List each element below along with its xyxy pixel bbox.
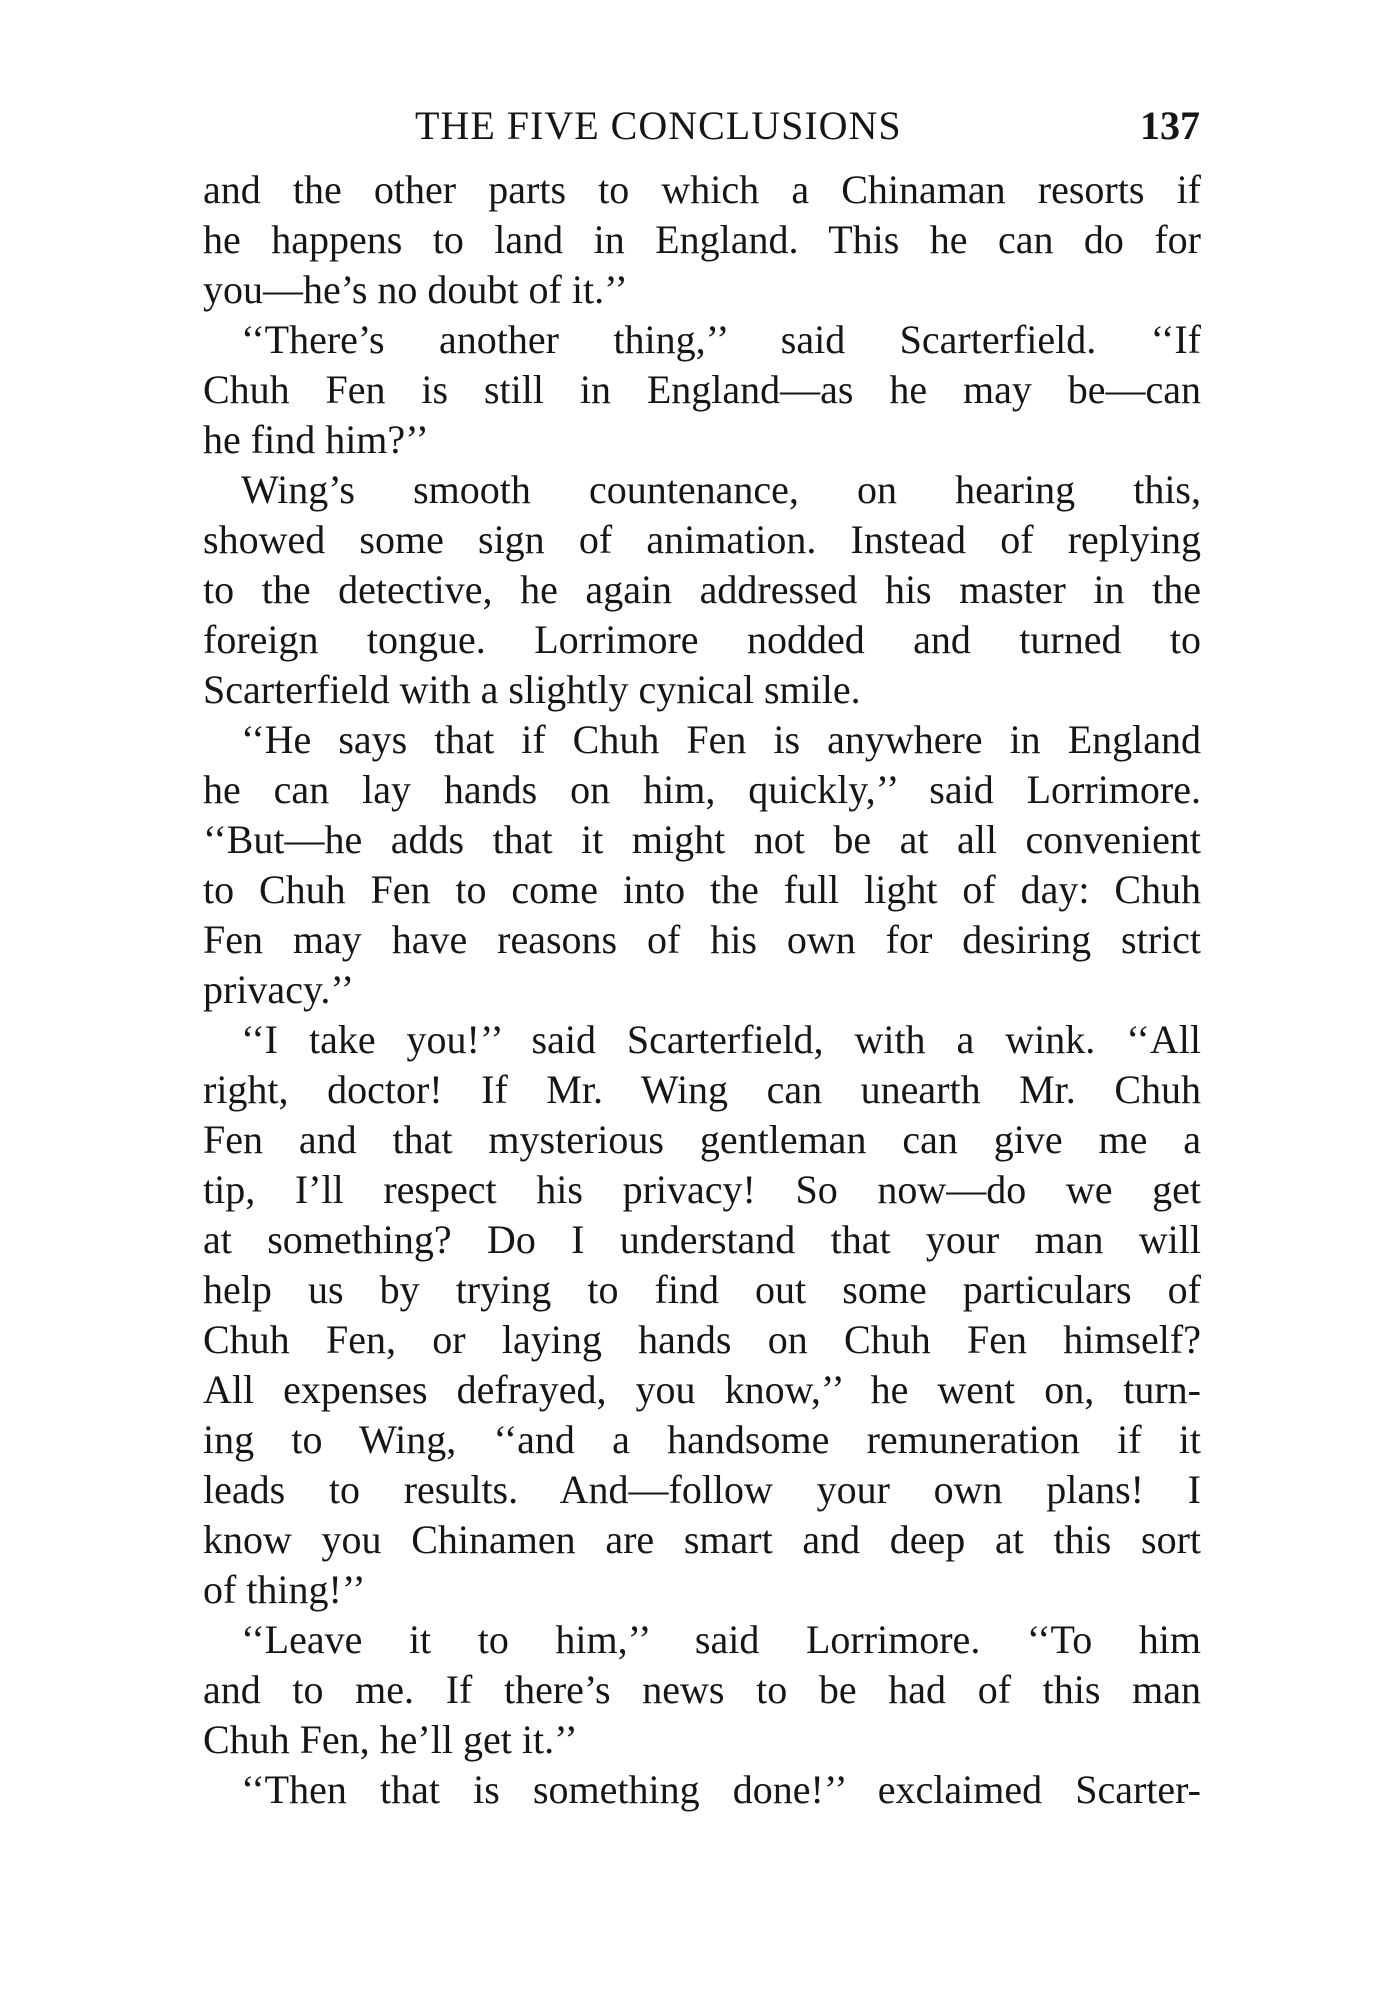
text-line: ‘‘Then that is something done!’’ exclaimed Scarter-	[241, 1767, 1201, 1812]
text-line: ing to Wing, ‘‘and a handsome remuneration if it	[203, 1417, 1201, 1462]
text-line: leads to results. And—follow your own plans! I	[203, 1467, 1201, 1512]
text-line: ‘‘He says that if Chuh Fen is anywhere in England	[241, 717, 1201, 762]
text-line: to Chuh Fen to come into the full light of day: Chuh	[203, 867, 1201, 912]
text-line: Chuh Fen is still in England—as he may be—can	[203, 367, 1201, 412]
text-line: he find him?’’	[203, 417, 429, 462]
text-line: ‘‘I take you!’’ said Scarterfield, with a wink. ‘‘All	[241, 1017, 1201, 1062]
text-line: Scarterfield with a slightly cynical smile.	[203, 667, 861, 712]
text-line: tip, I’ll respect his privacy! So now—do we get	[203, 1167, 1201, 1212]
text-line: Chuh Fen, or laying hands on Chuh Fen himself?	[203, 1317, 1201, 1362]
text-line: to the detective, he again addressed his master in the	[203, 567, 1201, 612]
text-line: ‘‘There’s another thing,’’ said Scarterfield. ‘‘If	[241, 317, 1201, 362]
text-line: showed some sign of animation. Instead of replying	[203, 517, 1201, 562]
running-title: THE FIVE CONCLUSIONS	[415, 103, 902, 148]
text-line: All expenses defrayed, you know,’’ he went on, turn-	[203, 1367, 1201, 1412]
text-line: and to me. If there’s news to be had of this man	[203, 1667, 1201, 1712]
text-line: Fen may have reasons of his own for desiring strict	[203, 917, 1201, 962]
text-line: at something? Do I understand that your man will	[203, 1217, 1201, 1262]
text-line: he can lay hands on him, quickly,’’ said Lorrimore.	[203, 767, 1201, 812]
text-line: Chuh Fen, he’ll get it.’’	[203, 1717, 578, 1762]
text-line: he happens to land in England. This he can do for	[203, 217, 1201, 262]
page-number: 137	[1140, 103, 1200, 148]
body-text	[203, 165, 1201, 1815]
text-line: ‘‘Leave it to him,’’ said Lorrimore. ‘‘To him	[241, 1617, 1201, 1662]
text-line: right, doctor! If Mr. Wing can unearth Mr. Chuh	[203, 1067, 1201, 1112]
text-line: foreign tongue. Lorrimore nodded and turned to	[203, 617, 1201, 662]
text-line: help us by trying to find out some particulars of	[203, 1267, 1201, 1312]
text-line: you—he’s no doubt of it.’’	[203, 267, 628, 312]
text-line: Wing’s smooth countenance, on hearing this,	[241, 467, 1201, 512]
running-head	[205, 96, 1200, 156]
text-line: of thing!’’	[203, 1567, 366, 1612]
text-line: Fen and that mysterious gentleman can give me a	[203, 1117, 1201, 1162]
text-line: and the other parts to which a Chinaman resorts if	[203, 167, 1201, 212]
text-line: know you Chinamen are smart and deep at this sort	[203, 1517, 1201, 1562]
text-line: privacy.’’	[203, 967, 355, 1012]
text-line: ‘‘But—he adds that it might not be at all convenient	[203, 817, 1201, 862]
